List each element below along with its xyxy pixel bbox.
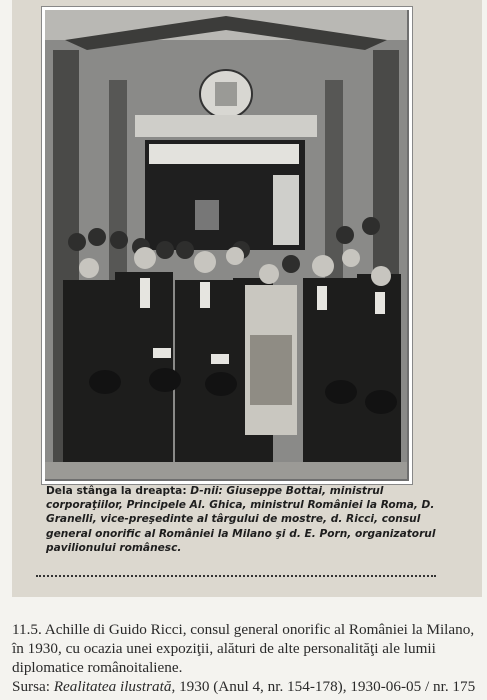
- caption-lead: Dela stânga la dreapta:: [46, 485, 187, 497]
- historic-photo-frame: [41, 6, 413, 485]
- caption-text: 11.5. Achille di Guido Ricci, consul general onorific al României la Milano, în 1930, cu ocazia unei expoziţii, alături de alte personalităţi ale lumii diplomatice românoitaliene.: [12, 621, 475, 676]
- figure-caption: [12, 620, 482, 696]
- group-photograph: [45, 10, 409, 481]
- original-photo-caption: [46, 484, 438, 555]
- source-line: [12, 677, 482, 696]
- source-title: Realitatea ilustrată: [53, 678, 172, 695]
- caption-body: D-nii: Giuseppe Bottai, ministrul corporaţiilor, Principele Al. Ghica, ministrul României la Roma, D. Granelli, vice-preşedinte al târgului de mostre, d. Ricci, consul general onorific al României la Milano şi d. E. Porn, organizatorul pavilionului românesc.: [46, 485, 436, 554]
- photo-illustration: [45, 10, 407, 479]
- source-label: Sursa:: [12, 678, 50, 695]
- source-details: , 1930 (Anul 4, nr. 154-178), 1930-06-05 / nr. 175: [171, 678, 476, 695]
- dotted-rule: [36, 575, 436, 581]
